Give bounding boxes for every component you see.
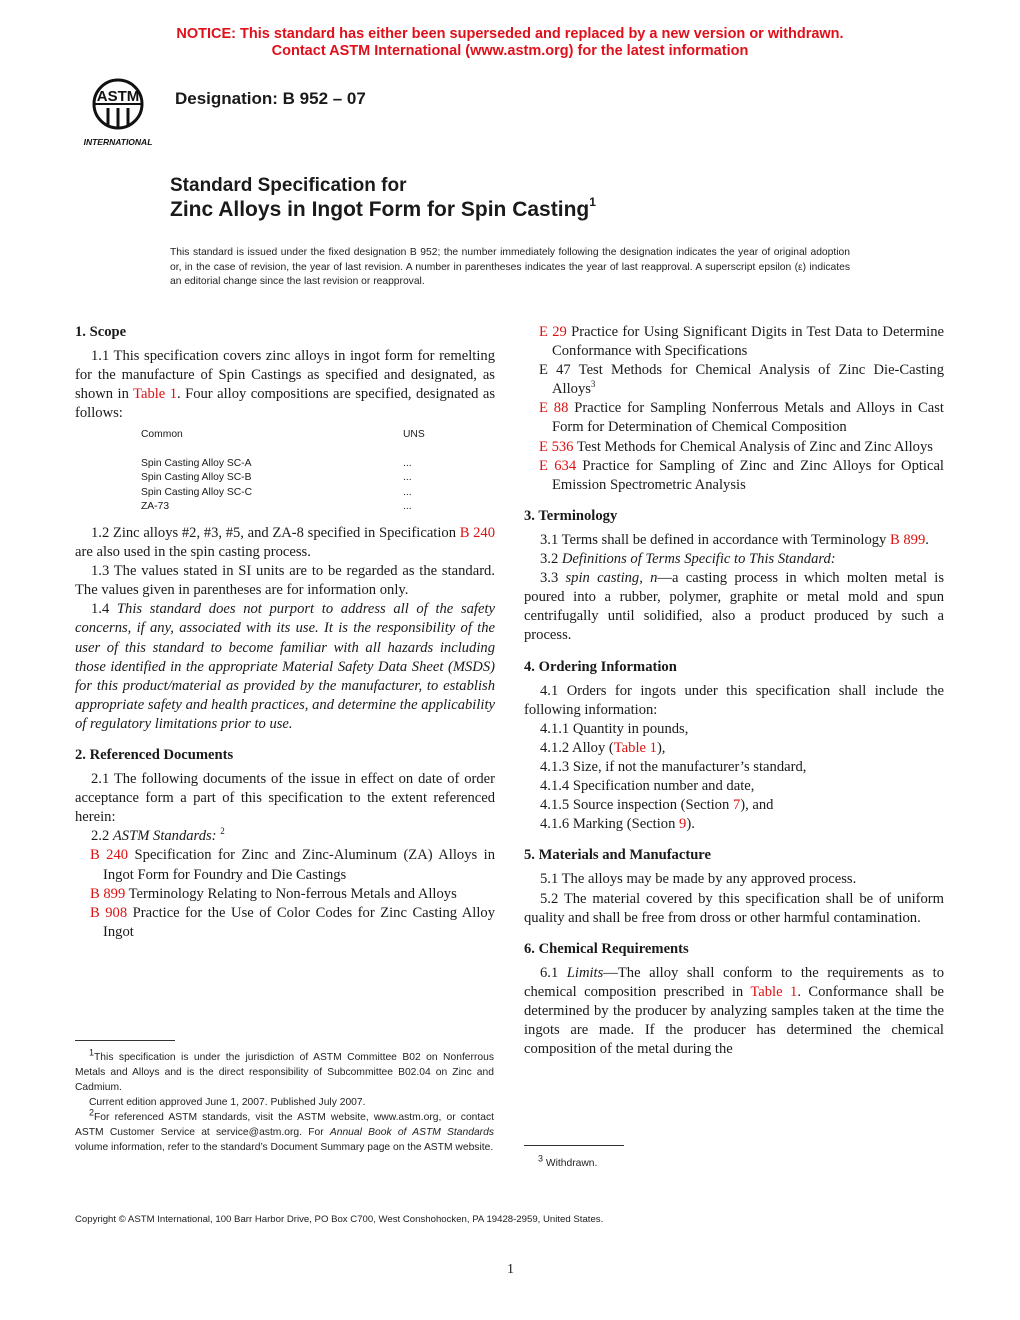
right-column	[524, 323, 944, 1059]
definitions-label: Definitions of Terms Specific to This Standard:	[561, 551, 836, 568]
section-heading-referenced-documents: 2. Referenced Documents	[75, 747, 234, 763]
reference-link[interactable]: B 899	[90, 885, 126, 902]
table-cell: Spin Casting Alloy SC-C	[141, 486, 253, 498]
reference-link[interactable]: E 29	[539, 324, 567, 340]
list-item	[524, 739, 944, 758]
paragraph-text: —The alloy shall conform to the requirements as to chemical composition prescribed in	[524, 964, 945, 1000]
footnotes-left	[75, 1047, 494, 1155]
notice-line-2: Contact ASTM International (www.astm.org) for the latest information	[271, 43, 749, 59]
list-item-text: 4.1.6 Marking (Section	[540, 816, 680, 833]
reference-title: Practice for Sampling of Zinc and Zinc Alloys for Optical Emission Spectrometric Analysis	[552, 457, 944, 493]
footnote-mark: 3	[590, 379, 596, 390]
list-item-text: 4.1.2 Alloy (	[540, 739, 614, 756]
reference-item	[524, 399, 944, 437]
table-header: Common	[141, 429, 183, 441]
list-item-text: 4.1.5 Source inspection (Section	[540, 797, 733, 814]
paragraph-3-2	[524, 550, 944, 569]
defined-term: spin casting, n	[565, 570, 658, 587]
reference-link[interactable]: E 88	[539, 400, 569, 417]
reference-link[interactable]: E 634	[539, 457, 577, 474]
paragraph-6-1	[524, 964, 944, 1059]
paragraph-2-1: 2.1 The following documents of the issue in effect on date of order acceptance form a part of this specification to the extent referenced herein:	[75, 771, 495, 826]
reference-item	[75, 904, 495, 942]
section-heading-terminology: 3. Terminology	[524, 507, 618, 524]
reference-item	[524, 323, 944, 361]
title-footnote-mark: 1	[589, 195, 596, 209]
table-cell: ...	[403, 472, 412, 484]
title-line-1: Standard Specification for	[170, 175, 407, 196]
paragraph-3-3	[524, 569, 944, 645]
table-row	[141, 500, 425, 515]
footnote-3-line	[524, 1153, 943, 1171]
paragraph-number: 1.4	[91, 601, 117, 618]
section-heading-chemical: 6. Chemical Requirements	[524, 940, 689, 957]
paragraph-1-4	[75, 600, 495, 734]
paragraph-5-1: 5.1 The alloys may be made by any approved process.	[540, 871, 857, 888]
list-item	[524, 796, 944, 815]
paragraph-text: 3.1 Terms shall be defined in accordance with Terminology	[540, 531, 890, 548]
paragraph-text: .	[925, 531, 929, 548]
table-1-link[interactable]: Table 1	[133, 386, 178, 403]
page-number: 1	[507, 1262, 514, 1277]
table-cell: ...	[403, 486, 412, 498]
table-row	[141, 471, 425, 486]
preamble: This standard is issued under the fixed designation B 952; the number immediately following the designation indicates the year of original adoption or, in the case of revision, the year of last revision. A number in parentheses indicates the year of last reapproval. A superscript epsilon (ε) indicates an editorial change since the last revision or reapproval.	[170, 247, 850, 287]
paragraph-text: 1.2 Zinc alloys #2, #3, #5, and ZA-8 specified in Specification	[91, 524, 460, 541]
reference-title: Test Methods for Chemical Analysis of Zinc and Zinc Alloys	[573, 438, 933, 455]
reference-title: Specification for Zinc and Zinc-Aluminum (ZA) Alloys in Ingot Form for Foundry and Die Castings	[103, 847, 495, 883]
footnote-divider	[75, 1040, 175, 1041]
table-header: UNS	[403, 429, 425, 441]
paragraph-1-3: 1.3 The values stated in SI units are to be regarded as the standard. The values given in parentheses are for information only.	[75, 563, 495, 599]
paragraph-number: 3.3	[540, 570, 566, 587]
footnote-3	[524, 1153, 943, 1171]
footnote-1	[75, 1047, 494, 1095]
copyright-line: Copyright © ASTM International, 100 Barr Harbor Drive, PO Box C700, West Conshohocken, PA 19428-2959, United States.	[75, 1214, 604, 1225]
table-row	[141, 457, 425, 472]
title-line-2	[170, 195, 596, 222]
section-heading-ordering: 4. Ordering Information	[524, 658, 677, 675]
paragraph-text: are also used in the spin casting process.	[75, 544, 311, 561]
definition-text: —a casting process in which molten metal is poured into a rubber, polymer, graphite or metal mold and spun centrifugally until solidified, also a product produced by such a process.	[524, 570, 945, 644]
paragraph-number: 3.2	[540, 551, 562, 568]
b899-link[interactable]: B 899	[890, 531, 926, 548]
paragraph-5-2: 5.2 The material covered by this specification shall be of uniform quality and shall be free from dross or other harmful contamination.	[524, 890, 944, 926]
table-cell: ...	[403, 457, 412, 469]
reference-title: Practice for Sampling Nonferrous Metals and Alloys in Cast Form for Determination of Chemical Composition	[552, 400, 944, 436]
paragraph-number: 6.1	[540, 964, 567, 981]
reference-link[interactable]: B 240	[90, 847, 129, 864]
paragraph-3-1	[524, 531, 944, 550]
footnote-divider	[524, 1145, 624, 1146]
reference-link[interactable]: E 536	[539, 438, 574, 455]
designation: Designation: B 952 – 07	[175, 89, 366, 108]
table-cell: Spin Casting Alloy SC-B	[141, 472, 252, 484]
table-row	[141, 486, 425, 501]
alloy-designation-table	[141, 428, 425, 515]
title-text: Zinc Alloys in Ingot Form for Spin Casting	[170, 198, 590, 221]
reference-item	[75, 885, 495, 904]
reference-title: Test Methods for Chemical Analysis of Zinc Die-Casting Alloys	[552, 362, 944, 398]
table-1-link[interactable]: Table 1	[750, 983, 798, 1000]
paragraph-1-2	[75, 524, 495, 562]
table-cell: ZA-73	[141, 501, 170, 513]
footnote-text: For referenced ASTM standards, visit the ASTM website, www.astm.org, or contact ASTM Customer Service at service@astm.org. For	[75, 1112, 494, 1138]
list-item-text: ).	[686, 816, 695, 833]
reference-code: E 47	[539, 362, 571, 379]
list-item	[524, 815, 944, 834]
b240-link[interactable]: B 240	[459, 524, 495, 541]
reference-title: Terminology Relating to Non-ferrous Metals and Alloys	[125, 885, 457, 902]
paragraph-1-1	[75, 347, 495, 423]
table-cell: ...	[403, 501, 412, 513]
table-1-link[interactable]: Table 1	[613, 739, 657, 756]
footnote-mark: 3	[538, 1153, 544, 1164]
footnote-text: volume information, refer to the standard’s Document Summary page on the ASTM website.	[75, 1142, 494, 1153]
footnote-2	[75, 1107, 494, 1155]
table-header-row	[141, 428, 425, 443]
section-heading-materials: 5. Materials and Manufacture	[524, 847, 711, 864]
table-cell: Spin Casting Alloy SC-A	[141, 457, 252, 469]
reference-title: Practice for the Use of Color Codes for Zinc Casting Alloy Ingot	[103, 904, 495, 940]
table-spacer	[141, 443, 403, 457]
reference-item	[524, 457, 944, 495]
reference-item	[524, 438, 944, 457]
defined-term: Limits	[566, 964, 604, 981]
astm-standards-label: ASTM Standards:	[112, 828, 217, 845]
left-column	[75, 323, 495, 942]
footnote-1-edition: Current edition approved June 1, 2007. Published July 2007.	[89, 1097, 366, 1108]
astm-logo	[76, 74, 160, 150]
list-item: 4.1.3 Size, if not the manufacturer’s standard,	[540, 758, 807, 775]
paragraph-number: 2.2	[91, 828, 113, 845]
reference-title: Practice for Using Significant Digits in Test Data to Determine Conformance with Specifications	[552, 324, 944, 360]
footnote-mark: 2	[220, 826, 225, 837]
footnote-mark: 2	[89, 1107, 95, 1118]
section-heading-scope: 1. Scope	[75, 324, 127, 340]
footnote-text: Withdrawn.	[545, 1158, 598, 1169]
list-item-text: ),	[656, 739, 666, 756]
list-item: 4.1.1 Quantity in pounds,	[540, 720, 689, 737]
section-9-link[interactable]: 9	[679, 816, 687, 833]
notice-line-1: NOTICE: This standard has either been superseded and replaced by a new version or withdrawn.	[176, 26, 844, 42]
paragraph-text: . Conformance shall be determined by the producer by analyzing samples taken at the time the ingots are made. If the producer has determined the chemical composition of the metal during the	[524, 983, 944, 1058]
footnote-mark: 1	[89, 1047, 95, 1058]
section-7-link[interactable]: 7	[732, 797, 741, 814]
safety-statement: This standard does not purport to address all of the safety concerns, if any, associated with its use. It is the responsibility of the user of this standard to become familiar with all hazards including those identified in the appropriate Material Safety Data Sheet (MSDS) for this product/material as provided by the manufacturer, to establish appropriate safety and health practices, and determine the applicability of regulatory limitations prior to use.	[75, 601, 495, 732]
paragraph-text: 1.1 This specification covers zinc alloys in ingot form for remelting for the manufacture of Spin Castings as specified and designated, as shown in	[75, 348, 495, 403]
list-item-text: ), and	[740, 797, 774, 814]
reference-item	[524, 361, 944, 399]
logo-text: INTERNATIONAL	[83, 137, 153, 147]
paragraph-2-2	[75, 827, 495, 846]
supersession-notice	[0, 26, 1020, 60]
list-item: 4.1.4 Specification number and date,	[540, 778, 755, 795]
footnote-italic: Annual Book of ASTM Standards	[329, 1127, 494, 1138]
paragraph-text: . Four alloy compositions are specified, designated as follows:	[75, 386, 495, 422]
reference-item	[75, 846, 495, 884]
svg-text:ASTM: ASTM	[96, 88, 140, 105]
paragraph-4-1: 4.1 Orders for ingots under this specification shall include the following information:	[524, 682, 944, 718]
reference-link[interactable]: B 908	[90, 904, 128, 921]
footnote-text: This specification is under the jurisdiction of ASTM Committee B02 on Nonferrous Metals and Alloys and is the direct responsibility of Subcommittee B02.04 on Zinc and Cadmium.	[75, 1052, 494, 1093]
